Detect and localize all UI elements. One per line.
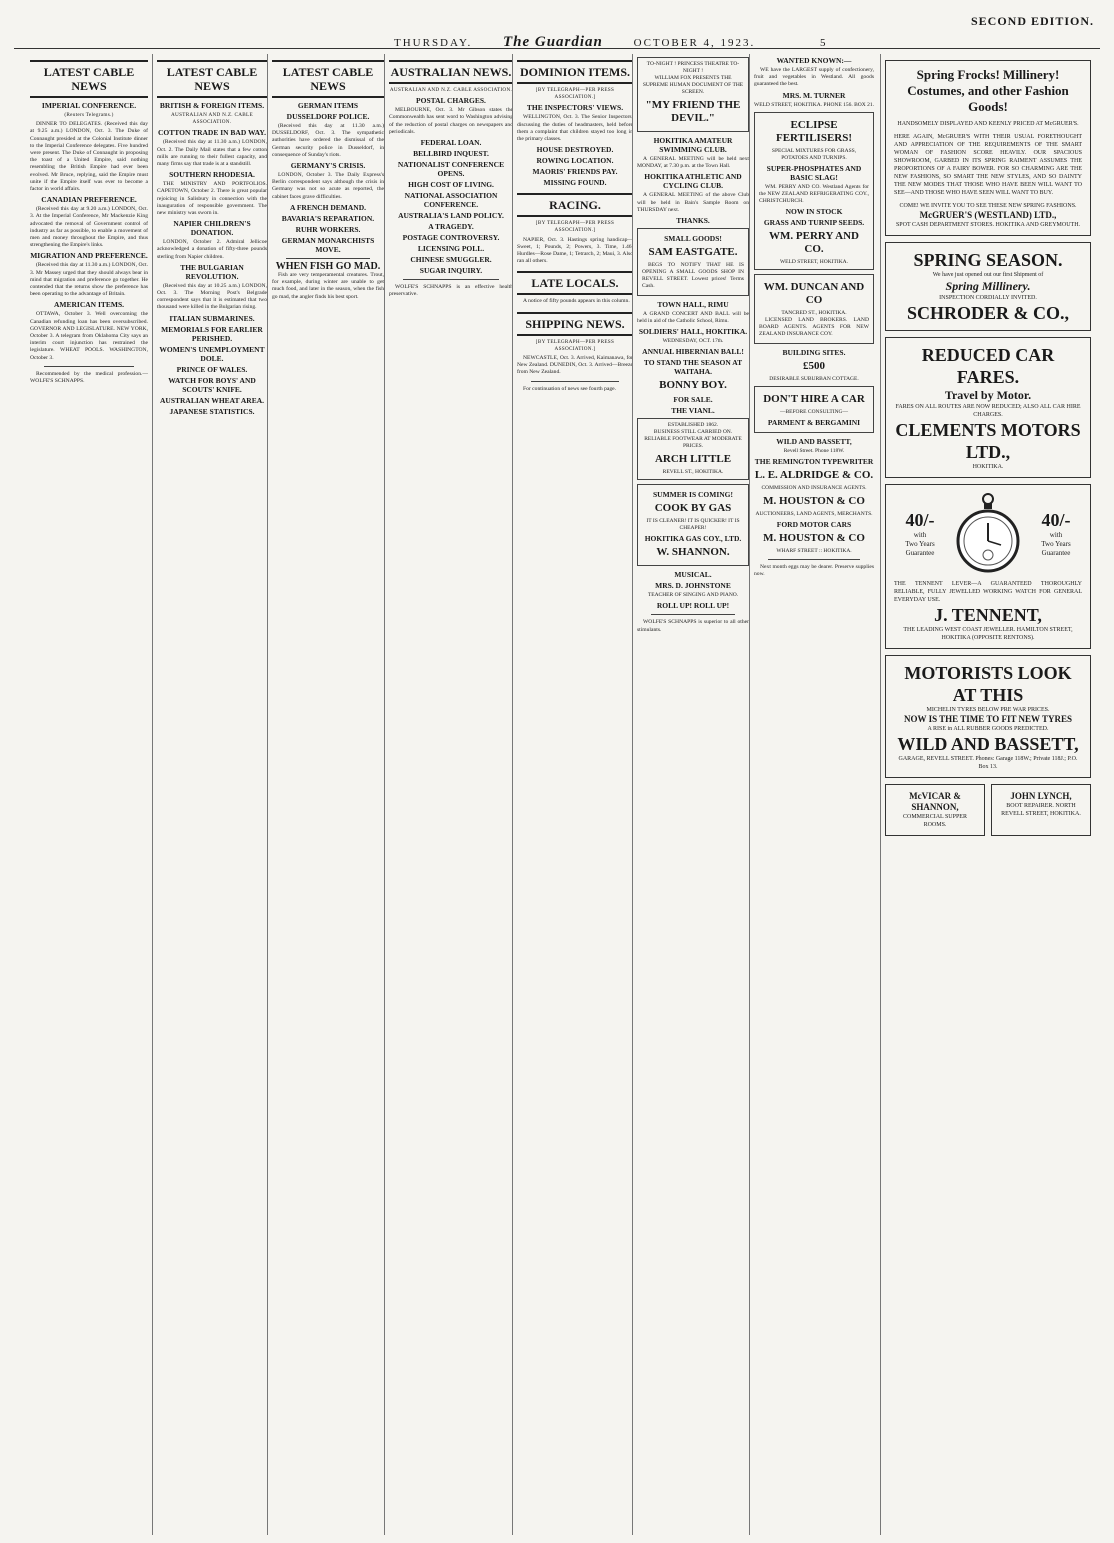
- ad-title: M. HOUSTON & CO: [763, 531, 865, 544]
- ad-text: LICENSED LAND BROKERS. LAND BOARD AGENTS. AGENTS FOR NEW ZEALAND INSURANCE COY.: [759, 316, 869, 337]
- article-subhead: MEMORIALS FOR EARLIER PERISHED.: [161, 324, 263, 343]
- theatre-title: "MY FRIEND THE DEVIL.": [645, 99, 741, 124]
- ad-headline: MOTORISTS LOOK AT THIS: [904, 663, 1072, 705]
- divider: [44, 366, 134, 367]
- notice-heading: TO STAND THE SEASON AT WAITAHA.: [643, 358, 743, 377]
- ad-heading: BUILDING SITES.: [782, 347, 846, 357]
- article-subhead: FEDERAL LOAN.: [420, 138, 482, 148]
- article-subhead: THE INSPECTORS' VIEWS.: [526, 103, 624, 113]
- ad-company: J. TENNENT,: [934, 605, 1042, 625]
- article-paragraph: A notice of fifty pounds appears in this column.: [523, 298, 630, 305]
- article-paragraph: MELBOURNE, Oct. 3. Mr Gibson states the Commonwealth has sent word to Washington advising of the reduction of postal charges on newspapers and periodicals.: [389, 107, 513, 135]
- ad-line: MICHELIN TYRES BELOW PRE WAR PRICES.: [926, 707, 1050, 713]
- ad-line: —BEFORE CONSULTING—: [779, 408, 849, 415]
- notice-heading: MRS. D. JOHNSTONE: [655, 581, 731, 591]
- tennent-ad: [885, 484, 1091, 649]
- ad-price: £500: [803, 359, 825, 372]
- ad-heading: WANTED KNOWN:—: [776, 56, 852, 65]
- article-subhead: BELLBIRD INQUEST.: [413, 149, 489, 159]
- ad-headline: REDUCED CAR FARES.: [921, 345, 1055, 387]
- ad-title: WM. PERRY AND CO.: [769, 229, 859, 255]
- ad-title: DON'T HIRE A CAR: [763, 392, 865, 405]
- ad-title: SAM EASTGATE.: [648, 246, 738, 259]
- ad-line: COMMERCIAL SUPPER ROOMS.: [903, 814, 967, 828]
- hire-car-ad: [754, 386, 874, 433]
- column-heading: AUSTRALIAN NEWS.: [389, 60, 513, 84]
- notice-heading: ANNUAL HIBERNIAN BALL!: [642, 347, 744, 357]
- notice-heading: HOKITIKA ATHLETIC AND CYCLING CLUB.: [644, 172, 742, 191]
- duncan-ad: [754, 274, 874, 344]
- article-subhead: POSTAL CHARGES.: [416, 96, 486, 106]
- theatre-top: TO-NIGHT ! PRINCESS THEATRE TO-NIGHT !: [646, 61, 740, 74]
- ad-heading: FORD MOTOR CARS: [776, 519, 852, 529]
- article-subhead: AUSTRALIA'S LAND POLICY.: [398, 211, 504, 221]
- notice-heading: THANKS.: [676, 216, 710, 226]
- article-paragraph: (Received this day at 9.20 a.m.) LONDON, Oct. 3. At the Imperial Conference, Mr Mackenzie King advocated the removal of Government control of industry as far as possible, to enable a movement of men and money throughout the Empire, and thus strengthening the Empire's links.: [30, 206, 148, 249]
- ad-line: HANDSOMELY DISPLAYED AND KEENLY PRICED AT McGRUER'S.: [897, 121, 1079, 127]
- article-subhead: LICENSING POLL.: [417, 244, 485, 254]
- column-5: [512, 54, 636, 1535]
- notice-heading: THE VIANL.: [671, 406, 715, 416]
- clements-ad: [885, 337, 1091, 478]
- article-subhead: GERMAN MONARCHISTS MOVE.: [281, 235, 375, 254]
- ad-company: McGRUER'S (WESTLAND) LTD.,: [919, 210, 1057, 220]
- ad-title: M. HOUSTON & CO: [763, 494, 865, 507]
- theatre-sub: WILLIAM FOX PRESENTS THE SUPREME HUMAN DOCUMENT OF THE SCREEN.: [642, 75, 744, 95]
- ad-line: DESIRABLE SUBURBAN COTTAGE.: [769, 375, 859, 382]
- ad-address: THE LEADING WEST COAST JEWELLER. HAMILTON STREET, HOKITIKA (OPPOSITE RENTONS).: [903, 627, 1073, 641]
- article-subhead: MISSING FOUND.: [543, 178, 607, 188]
- ad-headline: Spring Frocks! Millinery!: [916, 67, 1060, 82]
- masthead-line: [394, 34, 828, 51]
- masthead-date: OCTOBER 4, 1923.: [633, 37, 756, 49]
- article-subhead: SUGAR INQUIRY.: [419, 266, 483, 276]
- article-subhead: ROWING LOCATION.: [536, 156, 614, 166]
- schroder-ad: [885, 242, 1091, 331]
- article-subhead: PRINCE OF WALES.: [176, 364, 248, 374]
- article-paragraph: (Received this day at 11.30 a.m.) LONDON, Oct. 3. Mr Massey urged that they should always bear in mind that migration and preference go together. He contended that the returns show the preference has been operating to the advantage of Britain.: [30, 262, 148, 298]
- ad-heading: SMALL GOODS!: [664, 234, 722, 244]
- ad-line: COME! WE INVITE YOU TO SEE THESE NEW SPRING FASHIONS.: [899, 203, 1077, 209]
- racing-heading: RACING.: [517, 193, 633, 217]
- column-footer: Next month eggs may be dearer. Preserve supplies now.: [754, 563, 874, 577]
- column-7: [749, 54, 877, 1535]
- article-paragraph: LONDON, October 3. The Daily Express's Berlin correspondent says although the crisis in Germany was not so acute as reported, the cabinet faces grave difficulties.: [272, 172, 384, 200]
- article-paragraph: (Received this day at 10.25 a.m.) LONDON, Oct. 3. The Morning Post's Belgrade correspondent says that it is estimated that two thousand were killed in the Bulgarian rising.: [157, 282, 267, 311]
- ad-company: WILD AND BASSETT,: [897, 734, 1079, 754]
- article-paragraph: OTTAWA, October 3. Well overcoming the Canadian refunding loan has been oversubscribed. GOVERNOR AND LEGISLATURE. NEW YORK, October 3. A telegram from Oklahoma City says an interim court injunction has restrained the legislature. WHEAT POOLS. WASHINGTON, October 3.: [30, 311, 148, 361]
- article-paragraph: Fish are very temperamental creatures. Trout, for example, during winter are unable to get much food, and later in the season, when the fish go mad, the angler finds his best sport.: [272, 272, 384, 300]
- article-subhead: A TRAGEDY.: [428, 222, 474, 232]
- column-8-ads: [880, 54, 1095, 1535]
- column-heading: DOMINION ITEMS.: [517, 60, 633, 84]
- ad-address: TANCRED ST., HOKITIKA.: [781, 309, 847, 316]
- telegram-source: [BY TELEGRAPH—PER PRESS ASSOCIATION.]: [535, 338, 615, 352]
- article-subhead: CHINESE SMUGGLER.: [410, 255, 492, 265]
- article-paragraph: NEWCASTLE, Oct. 3. Arrived, Kaimanawa, for New Zealand. DUNEDIN, Oct. 3. Arrived—Breeze from New Zealand.: [517, 355, 633, 376]
- ad-line: SPECIAL MIXTURES FOR GRASS, POTATOES AND TURNIPS.: [771, 147, 857, 161]
- ad-line: ESTABLISHED 1862.: [667, 422, 719, 429]
- section-subhead: IMPERIAL CONFERENCE.: [41, 101, 137, 110]
- article-subhead: NAPIER CHILDREN'S DONATION.: [173, 219, 251, 238]
- ad-title: Spring Millinery.: [945, 279, 1031, 293]
- article-subhead: JAPANESE STATISTICS.: [169, 406, 255, 416]
- article-paragraph: NAPIER, Oct. 3. Hastings spring handicap—Sweet, 1; Pounds, 2; Powers, 3. Time, 1.46. Hurdles—Rose Dame, 1; Tetrarch, 2; Maui, 3. Also ran all others.: [517, 236, 633, 265]
- watch-row: [894, 491, 1082, 575]
- column-2: [152, 54, 270, 1535]
- column-footer: Recommended by the medical profession.—WOLFE'S SCHNAPPS.: [30, 370, 148, 385]
- gas-ad: [637, 484, 749, 566]
- notice-heading: TOWN HALL, RIMU: [657, 300, 729, 310]
- telegram-source: AUSTRALIAN AND N.Z. CABLE ASSOCIATION.: [389, 87, 513, 93]
- article-subhead: ITALIAN SUBMARINES.: [169, 313, 255, 323]
- ad-address: WELD STREET, HOKITIKA.: [779, 258, 849, 265]
- notice-text: TEACHER OF SINGING AND PIANO.: [647, 592, 739, 599]
- section-subhead: BRITISH & FOREIGN ITEMS.: [159, 101, 265, 110]
- masthead: [14, 8, 1100, 49]
- masthead-day: THURSDAY.: [394, 37, 473, 49]
- article-paragraph: (Received this day at 11.30 a.m.) LONDON, Oct. 2. The Daily Mail states that a few cotton mills are running to their fullest capacity, and many firms say that trade is at a standstill.: [157, 139, 267, 168]
- page-number: 5: [820, 37, 828, 49]
- pocket-watch-icon: [953, 491, 1023, 575]
- column-footer: For continuation of news see fourth page.: [523, 385, 617, 392]
- article-subhead: GERMANY'S CRISIS.: [290, 161, 366, 171]
- article-subhead: CANADIAN PREFERENCE.: [41, 195, 137, 205]
- ad-line: BUSINESS STILL CARRIED ON.: [653, 429, 733, 436]
- column-heading: LATEST CABLE NEWS: [272, 60, 384, 98]
- ad-company: SCHRODER & CO.,: [906, 303, 1069, 323]
- fertiliser-ad: [754, 112, 874, 270]
- ad-heading: NOW IN STOCK: [785, 206, 843, 216]
- notice-heading: FOR SALE.: [673, 395, 713, 405]
- column-1: [30, 54, 151, 1535]
- article-subhead: NATIONALIST CONFERENCE OPENS.: [397, 160, 505, 179]
- article-subhead: POSTAGE CONTROVERSY.: [402, 233, 500, 243]
- ad-title: NOW IS THE TIME TO FIT NEW TYRES: [904, 714, 1072, 724]
- ad-line: AUCTIONEERS, LAND AGENTS, MERCHANTS.: [755, 510, 873, 517]
- article-paragraph: DINNER TO DELEGATES. (Received this day at 9.25 a.m.) LONDON, Oct. 3. The Duke of Connaught presided at the Colonial Institute dinner to the Imperial Conference delegates. Five hundred were present. The Duke of Connaught in proposing the toast of a United Empire, said nothing resembling the British Empire had ever been evolved. Mr Bruce, replying, said the Empire must unite if the Empire itself was ever to become a factor in world affairs.: [30, 121, 148, 193]
- article-subhead: DUSSELDORF POLICE.: [286, 112, 370, 121]
- ad-line: IT IS CLEANER! IT IS QUICKER! IT IS CHEAPER!: [646, 518, 740, 532]
- ad-text: THE TENNENT LEVER—A GUARANTEED THOROUGHLY RELIABLE, FULLY JEWELLED WORKING WATCH FOR GENERAL EVERYDAY USE.: [894, 581, 1082, 603]
- column-6: [632, 54, 752, 1535]
- ad-headline: SPRING SEASON.: [913, 250, 1063, 270]
- article-subhead: WOMEN'S UNEMPLOYMENT DOLE.: [159, 344, 265, 363]
- ad-title: WM. DUNCAN AND CO: [763, 280, 865, 306]
- watch-price-left: 40/- with Two Years Guarantee: [905, 509, 935, 557]
- divider: [403, 279, 499, 280]
- ad-title: ARCH LITTLE: [654, 453, 732, 466]
- ad-line: A RISE in ALL RUBBER GOODS PREDICTED.: [927, 726, 1049, 732]
- notice-text: A GRAND CONCERT AND BALL will be held in aid of the Catholic School, Rimu.: [637, 311, 749, 325]
- ad-address: SPOT CASH DEPARTMENT STORES. HOKITIKA AND GREYMOUTH.: [895, 222, 1081, 228]
- ad-company: JOHN LYNCH,: [1010, 791, 1072, 801]
- shipping-heading: SHIPPING NEWS.: [517, 312, 633, 336]
- ad-company: McVICAR & SHANNON,: [909, 791, 961, 812]
- column-3: [267, 54, 387, 1535]
- ad-text: WM. PERRY AND CO. Westland Agents for the NEW ZEALAND REFRIGERATING COY., CHRISTCHURCH.: [759, 183, 869, 204]
- ad-text: WE have the LARGEST supply of confectionery, fruit and vegetables in Westland. All goods guaranteed the best.: [754, 67, 874, 88]
- telegram-source: AUSTRALIAN AND N.Z. CABLE ASSOCIATION.: [171, 112, 253, 126]
- article-subhead: A FRENCH DEMAND.: [289, 202, 367, 212]
- ad-company: PARMENT & BERGAMINI: [767, 417, 861, 427]
- notice-heading: HOKITIKA AMATEUR SWIMMING CLUB.: [653, 136, 733, 154]
- article-paragraph: LONDON, October 2. Admiral Jellicoe acknowledged a donation of fifty-three pounds sterling from Napier children.: [157, 239, 267, 260]
- wild-bassett-ad: [885, 655, 1091, 778]
- divider: [531, 381, 619, 382]
- ad-title: W. SHANNON.: [656, 546, 730, 559]
- stallion-name: BONNY BOY.: [659, 379, 727, 392]
- notice-date: WEDNESDAY, OCT. 17th.: [662, 338, 724, 345]
- article-paragraph: WELLINGTON, Oct. 3. The Senior Inspectors, discussing the duties of headmasters, held before them a complaint that children stayed too long in the primary classes.: [517, 114, 633, 143]
- telegram-source: [BY TELEGRAPH—PER PRESS ASSOCIATION.]: [535, 220, 615, 234]
- article-subhead: NATIONAL ASSOCIATION CONFERENCE.: [404, 191, 498, 210]
- column-footer: WOLFE'S SCHNAPPS is superior to all other stimulants.: [637, 619, 749, 633]
- notice-heading: ROLL UP! ROLL UP!: [656, 601, 730, 611]
- ad-heading: SUPER-PHOSPHATES AND BASIC SLAG!: [766, 163, 862, 182]
- ad-title: ECLIPSE FERTILISERS!: [775, 118, 853, 144]
- article-subhead: THE BULGARIAN REVOLUTION.: [180, 262, 244, 281]
- ad-line: FARES ON ALL ROUTES ARE NOW REDUCED; ALSO ALL CAR HIRE CHARGES.: [895, 404, 1081, 418]
- ad-title: L. E. ALDRIDGE & CO.: [754, 468, 874, 481]
- watch-price-right: 40/- with Two Years Guarantee: [1041, 509, 1071, 557]
- article-subhead: WATCH FOR BOYS' AND SCOUTS' KNIFE.: [168, 375, 256, 394]
- ad-text: We have just opened out our first Shipment of: [932, 272, 1044, 278]
- footwear-ad: [637, 418, 749, 480]
- ad-company: HOKITIKA GAS COY., LTD.: [644, 534, 742, 544]
- ad-address: GARAGE, REVELL STREET. Phones: Garage 118W.; Private 118J.; P.O. Box 13.: [898, 756, 1078, 770]
- edition-label: SECOND EDITION.: [970, 14, 1094, 28]
- ad-title: COOK BY GAS: [654, 502, 732, 515]
- article-paragraph: THE MINISTRY AND PORTFOLIOS. CAPETOWN, October 2. There is great popular rejoicing in Salisbury in connection with the inauguration of responsible government. The new ministry was sworn in.: [157, 181, 267, 217]
- article-subhead: COTTON TRADE IN BAD WAY.: [157, 128, 267, 138]
- theatre-ad: [637, 57, 749, 132]
- late-locals-heading: LATE LOCALS.: [517, 271, 633, 295]
- ad-text: HERE AGAIN, McGRUER'S WITH THEIR USUAL FORETHOUGHT AND APPRECIATION OF THE REQUIREMENTS OF THE SMART WOMAN OF FASHION SCORE HEAVILY. OUR SPACIOUS SHOWROOM, GARBED IN ITS SPRING RAIMENT ASSUMES THE PROPORTIONS OF A FAIRY BOWER. FOR SO CHARMING ARE THE NEW FASHIONS, SO SMART THE NEW STYLES, AND SO DAINTY THE NEW MODES THAT THOSE WHO HAVE BEEN WILL WANT TO SEE—AND THOSE WHO HAVE SEEN WILL WANT TO BUY.: [894, 134, 1082, 196]
- ad-company: CLEMENTS MOTORS LTD.,: [895, 420, 1081, 462]
- section-subhead: GERMAN ITEMS: [297, 101, 359, 110]
- divider: [768, 559, 860, 560]
- ad-line: INSPECTION CORDIALLY INVITED.: [939, 295, 1037, 301]
- article-subhead: AUSTRALIAN WHEAT AREA.: [160, 395, 264, 405]
- feature-heading: WHEN FISH GO MAD.: [275, 260, 381, 272]
- divider: [651, 614, 735, 615]
- column-heading: LATEST CABLE NEWS: [157, 60, 267, 98]
- mcvicar-ad: [885, 784, 985, 836]
- smallgoods-ad: [637, 228, 749, 296]
- ad-heading: GRASS AND TURNIP SEEDS.: [763, 217, 865, 227]
- ad-address: HOKITIKA.: [972, 464, 1004, 470]
- article-subhead: BAVARIA'S REPARATION.: [281, 213, 375, 223]
- ad-company: WILD AND BASSETT,: [776, 436, 852, 446]
- article-subhead: RUHR WORKERS.: [295, 224, 361, 234]
- divider: [286, 258, 370, 259]
- article-paragraph: (Received this day at 11.30 a.m.) DUSSELDORF, Oct. 3. The sympathetic authorities have ordered the dismissal of the German security police in Dusseldorf, in consequence of Sunday's riots.: [272, 123, 384, 158]
- article-subhead: AMERICAN ITEMS.: [53, 300, 124, 310]
- notice-text: A GENERAL MEETING will be held next MONDAY, at 7.30 p.m. at the Town Hall.: [637, 156, 749, 170]
- article-subhead: MAORIS' FRIENDS PAY.: [532, 167, 618, 177]
- ad-title: MRS. M. TURNER: [782, 90, 846, 100]
- article-subhead: SOUTHERN RHODESIA.: [169, 170, 255, 180]
- ad-text: BEGS TO NOTIFY THAT HE IS OPENING A SMALL GOODS SHOP IN REVELL STREET. Lowest prices! Terms Cash.: [642, 262, 744, 290]
- ad-address: WELD STREET, HOKITIKA. PHONE 156. BOX 21.: [754, 101, 874, 108]
- masthead-title: The Guardian: [502, 34, 603, 50]
- ad-heading: SUMMER IS COMING!: [653, 490, 733, 500]
- ad-address: REVELL ST., HOKITIKA.: [662, 469, 724, 476]
- ad-address: WHARF STREET :: HOKITIKA.: [776, 547, 852, 554]
- notice-heading: MUSICAL.: [674, 570, 712, 580]
- ad-heading: THE REMINGTON TYPEWRITER: [754, 456, 874, 466]
- bottom-ads-row: [885, 784, 1091, 836]
- column-heading: LATEST CABLE NEWS: [30, 60, 148, 98]
- article-subhead: HOUSE DESTROYED.: [536, 145, 614, 155]
- ad-headline: Costumes, and other Fashion Goods!: [907, 83, 1069, 114]
- ad-line: RELIABLE FOOTWEAR AT MODERATE PRICES.: [644, 436, 742, 450]
- ad-address: Revell Street. Phone 118W.: [783, 447, 845, 454]
- ad-line: BOOT REPAIRER. NORTH REVELL STREET, HOKITIKA.: [1001, 803, 1081, 817]
- ad-line: COMMISSION AND INSURANCE AGENTS.: [761, 484, 867, 491]
- mcgruer-ad: [885, 60, 1091, 236]
- notice-text: A GENERAL MEETING of the above Club will be held in Bain's Sample Room on THURSDAY next.: [637, 192, 749, 213]
- article-subhead: HIGH COST OF LIVING.: [408, 180, 494, 190]
- ad-title: Travel by Motor.: [944, 388, 1032, 402]
- lynch-ad: [991, 784, 1091, 836]
- telegram-source: (Reuters Telegrams.): [64, 112, 114, 118]
- telegram-source: [BY TELEGRAPH—PER PRESS ASSOCIATION.]: [535, 87, 615, 101]
- notice-heading: SOLDIERS' HALL, HOKITIKA.: [638, 327, 748, 337]
- column-4: [384, 54, 516, 1535]
- article-subhead: MIGRATION AND PREFERENCE.: [30, 251, 148, 261]
- column-footer: WOLFE'S SCHNAPPS is an effective health preservative.: [389, 284, 513, 298]
